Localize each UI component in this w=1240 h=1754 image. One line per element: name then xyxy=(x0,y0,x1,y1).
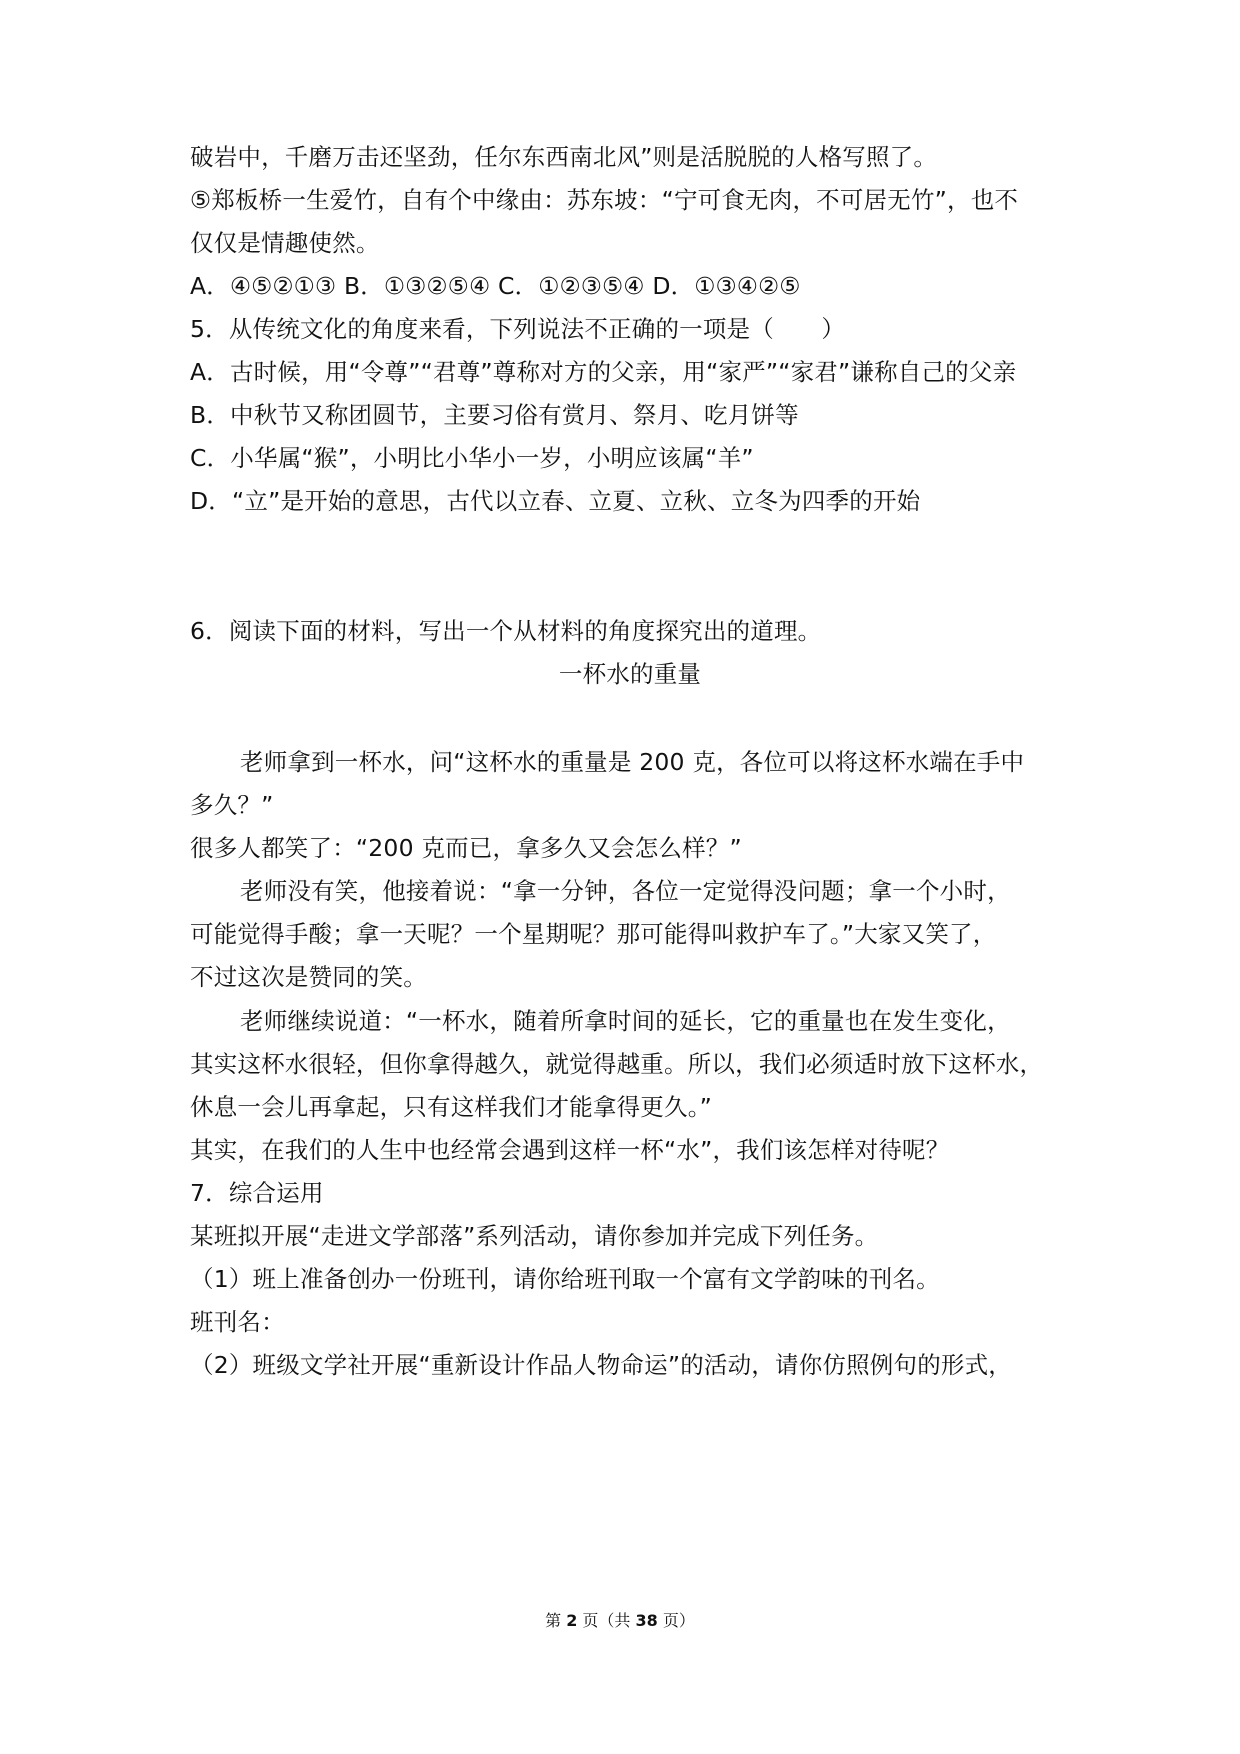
q6-paragraph-4-line-1: 老师继续说道：“一杯水，随着所拿时间的延长，它的重量也在发生变化， xyxy=(240,1007,1011,1035)
q5-option-a: A．古时候，用“令尊”“君尊”尊称对方的父亲，用“家严”“家君”谦称自己的父亲 xyxy=(190,358,1017,386)
q5-option-c: C．小华属“猴”，小明比小华小一岁，小明应该属“羊” xyxy=(190,444,754,472)
q6-passage-title: 一杯水的重量 xyxy=(558,660,702,688)
q5-option-d: D．“立”是开始的意思，古代以立春、立夏、立秋、立冬为四季的开始 xyxy=(190,487,921,515)
q7-sub-question-1: （1）班上准备创办一份班刊，请你给班刊取一个富有文学韵味的刊名。 xyxy=(190,1265,940,1293)
page-footer xyxy=(0,1610,1240,1632)
q4-text-line-2: ⑤郑板桥一生爱竹，自有个中缘由：苏东坡：“宁可食无肉，不可居无竹”，也不 xyxy=(190,186,1019,214)
q7-sub-question-2: （2）班级文学社开展“重新设计作品人物命运”的活动，请你仿照例句的形式， xyxy=(190,1351,1012,1379)
q7-answer-label: 班刊名： xyxy=(190,1308,285,1336)
q6-paragraph-3-line-3: 不过这次是赞同的笑。 xyxy=(190,963,427,991)
q6-paragraph-3-line-1: 老师没有笑，他接着说：“拿一分钟，各位一定觉得没问题；拿一个小时， xyxy=(240,877,1011,905)
q4-text-line-1: 破岩中，千磨万击还坚劲，任尔东西南北风”则是活脱脱的人格写照了。 xyxy=(190,143,938,171)
q7-intro: 某班拟开展“走进文学部落”系列活动，请你参加并完成下列任务。 xyxy=(190,1222,879,1250)
q7-stem: 7．综合运用 xyxy=(190,1179,324,1207)
q6-paragraph-5: 其实，在我们的人生中也经常会遇到这样一杯“水”，我们该怎样对待呢？ xyxy=(190,1136,950,1164)
q6-paragraph-4-line-3: 休息一会儿再拿起，只有这样我们才能拿得更久。” xyxy=(190,1093,713,1121)
q5-stem: 5．从传统文化的角度来看，下列说法不正确的一项是（ ） xyxy=(190,315,846,343)
footer-prefix: 第 xyxy=(545,1611,567,1630)
footer-middle: 页（共 xyxy=(577,1611,636,1630)
q4-text-line-3: 仅仅是情趣使然。 xyxy=(190,229,380,257)
q5-option-b: B．中秋节又称团圆节，主要习俗有赏月、祭月、吃月饼等 xyxy=(190,401,799,429)
q6-paragraph-1-line-2: 多久？” xyxy=(190,791,274,819)
q6-paragraph-3-line-2: 可能觉得手酸；拿一天呢？一个星期呢？那可能得叫救护车了。”大家又笑了， xyxy=(190,920,997,948)
q6-paragraph-4-line-2: 其实这杯水很轻，但你拿得越久，就觉得越重。所以，我们必须适时放下这杯水， xyxy=(190,1050,1044,1078)
footer-page-number: 2 xyxy=(566,1611,578,1630)
q4-options: A．④⑤②①③ B．①③②⑤④ C．①②③⑤④ D．①③④②⑤ xyxy=(190,272,801,300)
footer-suffix: 页） xyxy=(657,1611,695,1630)
footer-total-pages: 38 xyxy=(635,1611,658,1630)
q6-stem: 6．阅读下面的材料，写出一个从材料的角度探究出的道理。 xyxy=(190,617,822,645)
q6-paragraph-2: 很多人都笑了：“200 克而已，拿多久又会怎么样？” xyxy=(190,834,742,862)
q6-paragraph-1-line-1: 老师拿到一杯水，问“这杯水的重量是 200 克，各位可以将这杯水端在手中 xyxy=(240,748,1025,776)
